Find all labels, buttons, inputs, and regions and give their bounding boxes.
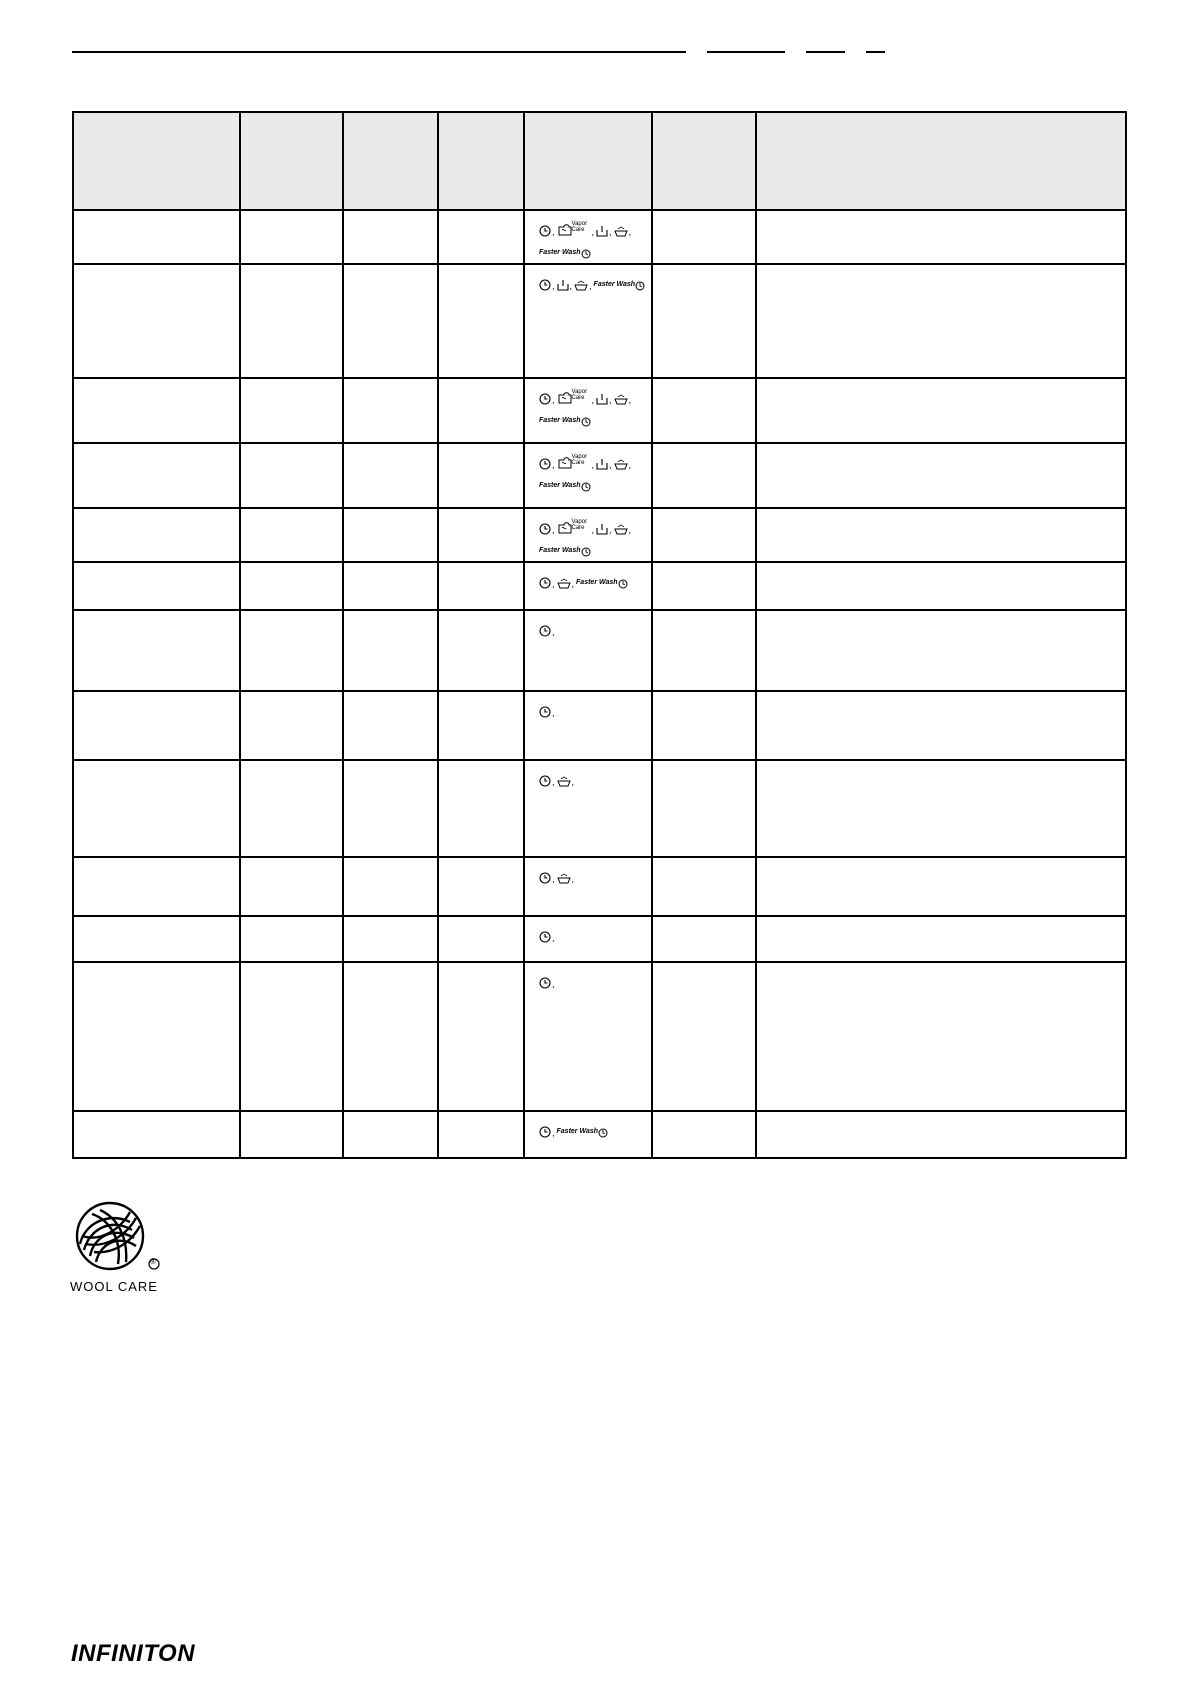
extra-rinse-icon — [557, 279, 569, 291]
extra-rinse-icon — [596, 458, 608, 470]
separator-comma: , — [609, 395, 612, 405]
table-row — [73, 562, 1126, 610]
faster-wash-label: Faster Wash — [556, 1128, 599, 1135]
table-cell — [240, 378, 343, 443]
table-cell — [756, 443, 1126, 508]
table-cell — [343, 857, 438, 916]
faster-wash-option — [576, 577, 628, 589]
table-cell — [652, 610, 756, 691]
table-cell — [652, 562, 756, 610]
table-cell — [73, 962, 240, 1111]
table-cell — [756, 760, 1126, 857]
table-cell — [240, 691, 343, 760]
table-cell — [438, 378, 524, 443]
table-cell — [652, 378, 756, 443]
table-row — [73, 264, 1126, 378]
table-cell — [652, 857, 756, 916]
faster-wash-icon — [635, 281, 645, 291]
table-cell — [343, 378, 438, 443]
faster-wash-label: Faster Wash — [576, 579, 618, 586]
table-cell — [240, 562, 343, 610]
table-cell — [343, 691, 438, 760]
header-cell-description — [756, 112, 1126, 210]
vapor-care-option — [557, 454, 591, 470]
table-cell — [73, 610, 240, 691]
table-cell — [240, 1111, 343, 1158]
wool-care-logo — [70, 1200, 180, 1294]
table-cell — [756, 210, 1126, 264]
table-row — [73, 857, 1126, 916]
separator-comma: , — [571, 874, 575, 884]
table-cell — [438, 691, 524, 760]
faster-wash-icon — [581, 482, 591, 492]
table-cell — [756, 962, 1126, 1111]
table-cell — [438, 760, 524, 857]
table-cell — [73, 443, 240, 508]
table-row — [73, 962, 1126, 1111]
table-cell — [240, 857, 343, 916]
table-row — [73, 1111, 1126, 1158]
separator-comma: , — [552, 281, 555, 291]
table-cell — [438, 610, 524, 691]
faster-wash-option — [539, 545, 591, 557]
separator-comma: , — [609, 227, 612, 237]
table-cell — [240, 443, 343, 508]
separator-comma: , — [552, 460, 555, 470]
table-cell — [73, 1111, 240, 1158]
delay-timer-icon — [539, 775, 551, 787]
separator-comma: , — [552, 627, 555, 637]
options-cell — [524, 962, 652, 1111]
delay-timer-icon — [539, 625, 551, 637]
soak-icon — [614, 225, 628, 237]
separator-comma: , — [552, 874, 555, 884]
table-cell — [343, 562, 438, 610]
table-cell — [652, 916, 756, 962]
table-cell — [438, 1111, 524, 1158]
table-cell — [756, 378, 1126, 443]
soak-icon — [557, 577, 571, 589]
delay-timer-icon — [539, 393, 551, 405]
table-cell — [652, 264, 756, 378]
table-cell — [343, 210, 438, 264]
table-cell — [343, 760, 438, 857]
extra-rinse-icon — [596, 523, 608, 535]
separator-comma: , — [628, 525, 632, 535]
table-cell — [240, 508, 343, 562]
table-cell — [756, 610, 1126, 691]
header-cell-temperature — [240, 112, 343, 210]
separator-comma: , — [552, 525, 555, 535]
wool-mark-icon — [70, 1200, 162, 1272]
table-cell — [73, 916, 240, 962]
table-cell — [240, 916, 343, 962]
table-row — [73, 378, 1126, 443]
separator-comma: , — [552, 227, 555, 237]
table-cell — [240, 610, 343, 691]
table-cell — [438, 962, 524, 1111]
separator-comma: , — [628, 460, 632, 470]
table-cell — [73, 691, 240, 760]
delay-timer-icon — [539, 872, 551, 884]
table-body — [73, 210, 1126, 1158]
table-cell — [756, 562, 1126, 610]
options-cell — [524, 210, 652, 264]
table-cell — [73, 264, 240, 378]
table-row — [73, 760, 1126, 857]
separator-comma: , — [569, 281, 573, 291]
header-cell-load — [438, 112, 524, 210]
table-cell — [756, 857, 1126, 916]
separator-comma: , — [571, 579, 575, 589]
faster-wash-option — [539, 247, 591, 259]
options-cell — [524, 610, 652, 691]
separator-comma: , — [552, 395, 555, 405]
separator-comma: , — [589, 281, 592, 291]
table-header-row — [73, 112, 1126, 210]
header-cell-spin — [343, 112, 438, 210]
table-cell — [652, 210, 756, 264]
faster-wash-icon — [618, 579, 628, 589]
faster-wash-icon — [581, 547, 591, 557]
extra-rinse-icon — [596, 225, 608, 237]
separator-comma: , — [552, 933, 555, 943]
separator-comma: , — [552, 708, 555, 718]
soak-icon — [614, 393, 628, 405]
brand-logo: INFINITON — [71, 1640, 196, 1667]
soak-icon — [557, 872, 571, 884]
table-cell — [652, 1111, 756, 1158]
table-cell — [343, 1111, 438, 1158]
table-row — [73, 443, 1126, 508]
separator-comma: , — [591, 227, 595, 237]
options-cell — [524, 443, 652, 508]
table-cell — [756, 916, 1126, 962]
wool-care-label: WOOL CARE — [70, 1279, 158, 1294]
delay-timer-icon — [539, 279, 551, 291]
table-cell — [756, 1111, 1126, 1158]
separator-comma: , — [591, 395, 595, 405]
table-cell — [343, 508, 438, 562]
table-cell — [438, 857, 524, 916]
table-cell — [438, 264, 524, 378]
table-cell — [343, 610, 438, 691]
soak-icon — [614, 458, 628, 470]
options-cell — [524, 857, 652, 916]
table-cell — [438, 562, 524, 610]
faster-wash-label: Faster Wash — [539, 417, 581, 424]
header-cell-program — [73, 112, 240, 210]
delay-timer-icon — [539, 706, 551, 718]
separator-comma: , — [591, 525, 595, 535]
table-cell — [73, 562, 240, 610]
separator-comma: , — [552, 979, 555, 989]
table-cell — [652, 508, 756, 562]
vapor-care-option — [557, 389, 591, 405]
delay-timer-icon — [539, 931, 551, 943]
separator-comma: , — [591, 460, 595, 470]
table-cell — [438, 210, 524, 264]
soak-icon — [614, 523, 628, 535]
delay-timer-icon — [539, 1126, 551, 1138]
delay-timer-icon — [539, 458, 551, 470]
faster-wash-option — [539, 480, 591, 492]
header-rule-tiny — [866, 51, 885, 53]
table-row — [73, 610, 1126, 691]
table-cell — [756, 264, 1126, 378]
soak-icon — [574, 279, 588, 291]
vapor-care-label: Vapor Care — [571, 389, 588, 401]
table-cell — [73, 378, 240, 443]
header-cell-duration — [652, 112, 756, 210]
table-cell — [240, 962, 343, 1111]
soak-icon — [557, 775, 571, 787]
faster-wash-option — [594, 279, 646, 291]
separator-comma: , — [609, 460, 612, 470]
faster-wash-option — [539, 415, 591, 427]
table-cell — [756, 508, 1126, 562]
table-cell — [343, 962, 438, 1111]
separator-comma: , — [609, 525, 612, 535]
table-cell — [438, 443, 524, 508]
header-cell-options — [524, 112, 652, 210]
faster-wash-icon — [581, 417, 591, 427]
table-cell — [652, 691, 756, 760]
header-rule-short — [806, 51, 845, 53]
header-rule-long — [72, 51, 686, 53]
table-cell — [652, 760, 756, 857]
registered-mark: ® — [150, 1257, 156, 1266]
table-cell — [438, 916, 524, 962]
separator-comma: , — [628, 395, 632, 405]
vapor-care-option — [557, 221, 591, 237]
vapor-care-label: Vapor Care — [571, 221, 588, 233]
delay-timer-icon — [539, 523, 551, 535]
table-row — [73, 508, 1126, 562]
separator-comma: , — [552, 1128, 555, 1138]
options-cell — [524, 264, 652, 378]
separator-comma: , — [571, 777, 575, 787]
table-cell — [73, 210, 240, 264]
options-cell — [524, 1111, 652, 1158]
table-cell — [240, 760, 343, 857]
separator-comma: , — [552, 579, 555, 589]
table-cell — [73, 857, 240, 916]
options-cell — [524, 760, 652, 857]
faster-wash-icon — [581, 249, 591, 259]
delay-timer-icon — [539, 977, 551, 989]
vapor-care-label: Vapor Care — [571, 519, 588, 531]
vapor-care-option — [557, 519, 591, 535]
options-cell — [524, 508, 652, 562]
table-cell — [73, 508, 240, 562]
separator-comma: , — [628, 227, 632, 237]
table-cell — [343, 264, 438, 378]
table-cell — [756, 691, 1126, 760]
faster-wash-label: Faster Wash — [539, 249, 581, 256]
table-cell — [343, 443, 438, 508]
delay-timer-icon — [539, 577, 551, 589]
table-row — [73, 916, 1126, 962]
faster-wash-icon — [598, 1128, 608, 1138]
options-cell — [524, 916, 652, 962]
delay-timer-icon — [539, 225, 551, 237]
options-cell — [524, 378, 652, 443]
table-row — [73, 691, 1126, 760]
vapor-care-label: Vapor Care — [571, 454, 588, 466]
options-cell — [524, 562, 652, 610]
table-cell — [240, 210, 343, 264]
options-cell — [524, 691, 652, 760]
faster-wash-label: Faster Wash — [539, 547, 581, 554]
extra-rinse-icon — [596, 393, 608, 405]
wash-program-table — [72, 111, 1127, 1159]
table-cell — [652, 443, 756, 508]
faster-wash-option — [557, 1126, 609, 1138]
separator-comma: , — [552, 777, 555, 787]
faster-wash-label: Faster Wash — [539, 482, 581, 489]
table-cell — [652, 962, 756, 1111]
table-row — [73, 210, 1126, 264]
faster-wash-label: Faster Wash — [593, 281, 636, 288]
table-cell — [438, 508, 524, 562]
table-cell — [240, 264, 343, 378]
header-rule-mid — [707, 51, 785, 53]
table-cell — [73, 760, 240, 857]
table-cell — [343, 916, 438, 962]
